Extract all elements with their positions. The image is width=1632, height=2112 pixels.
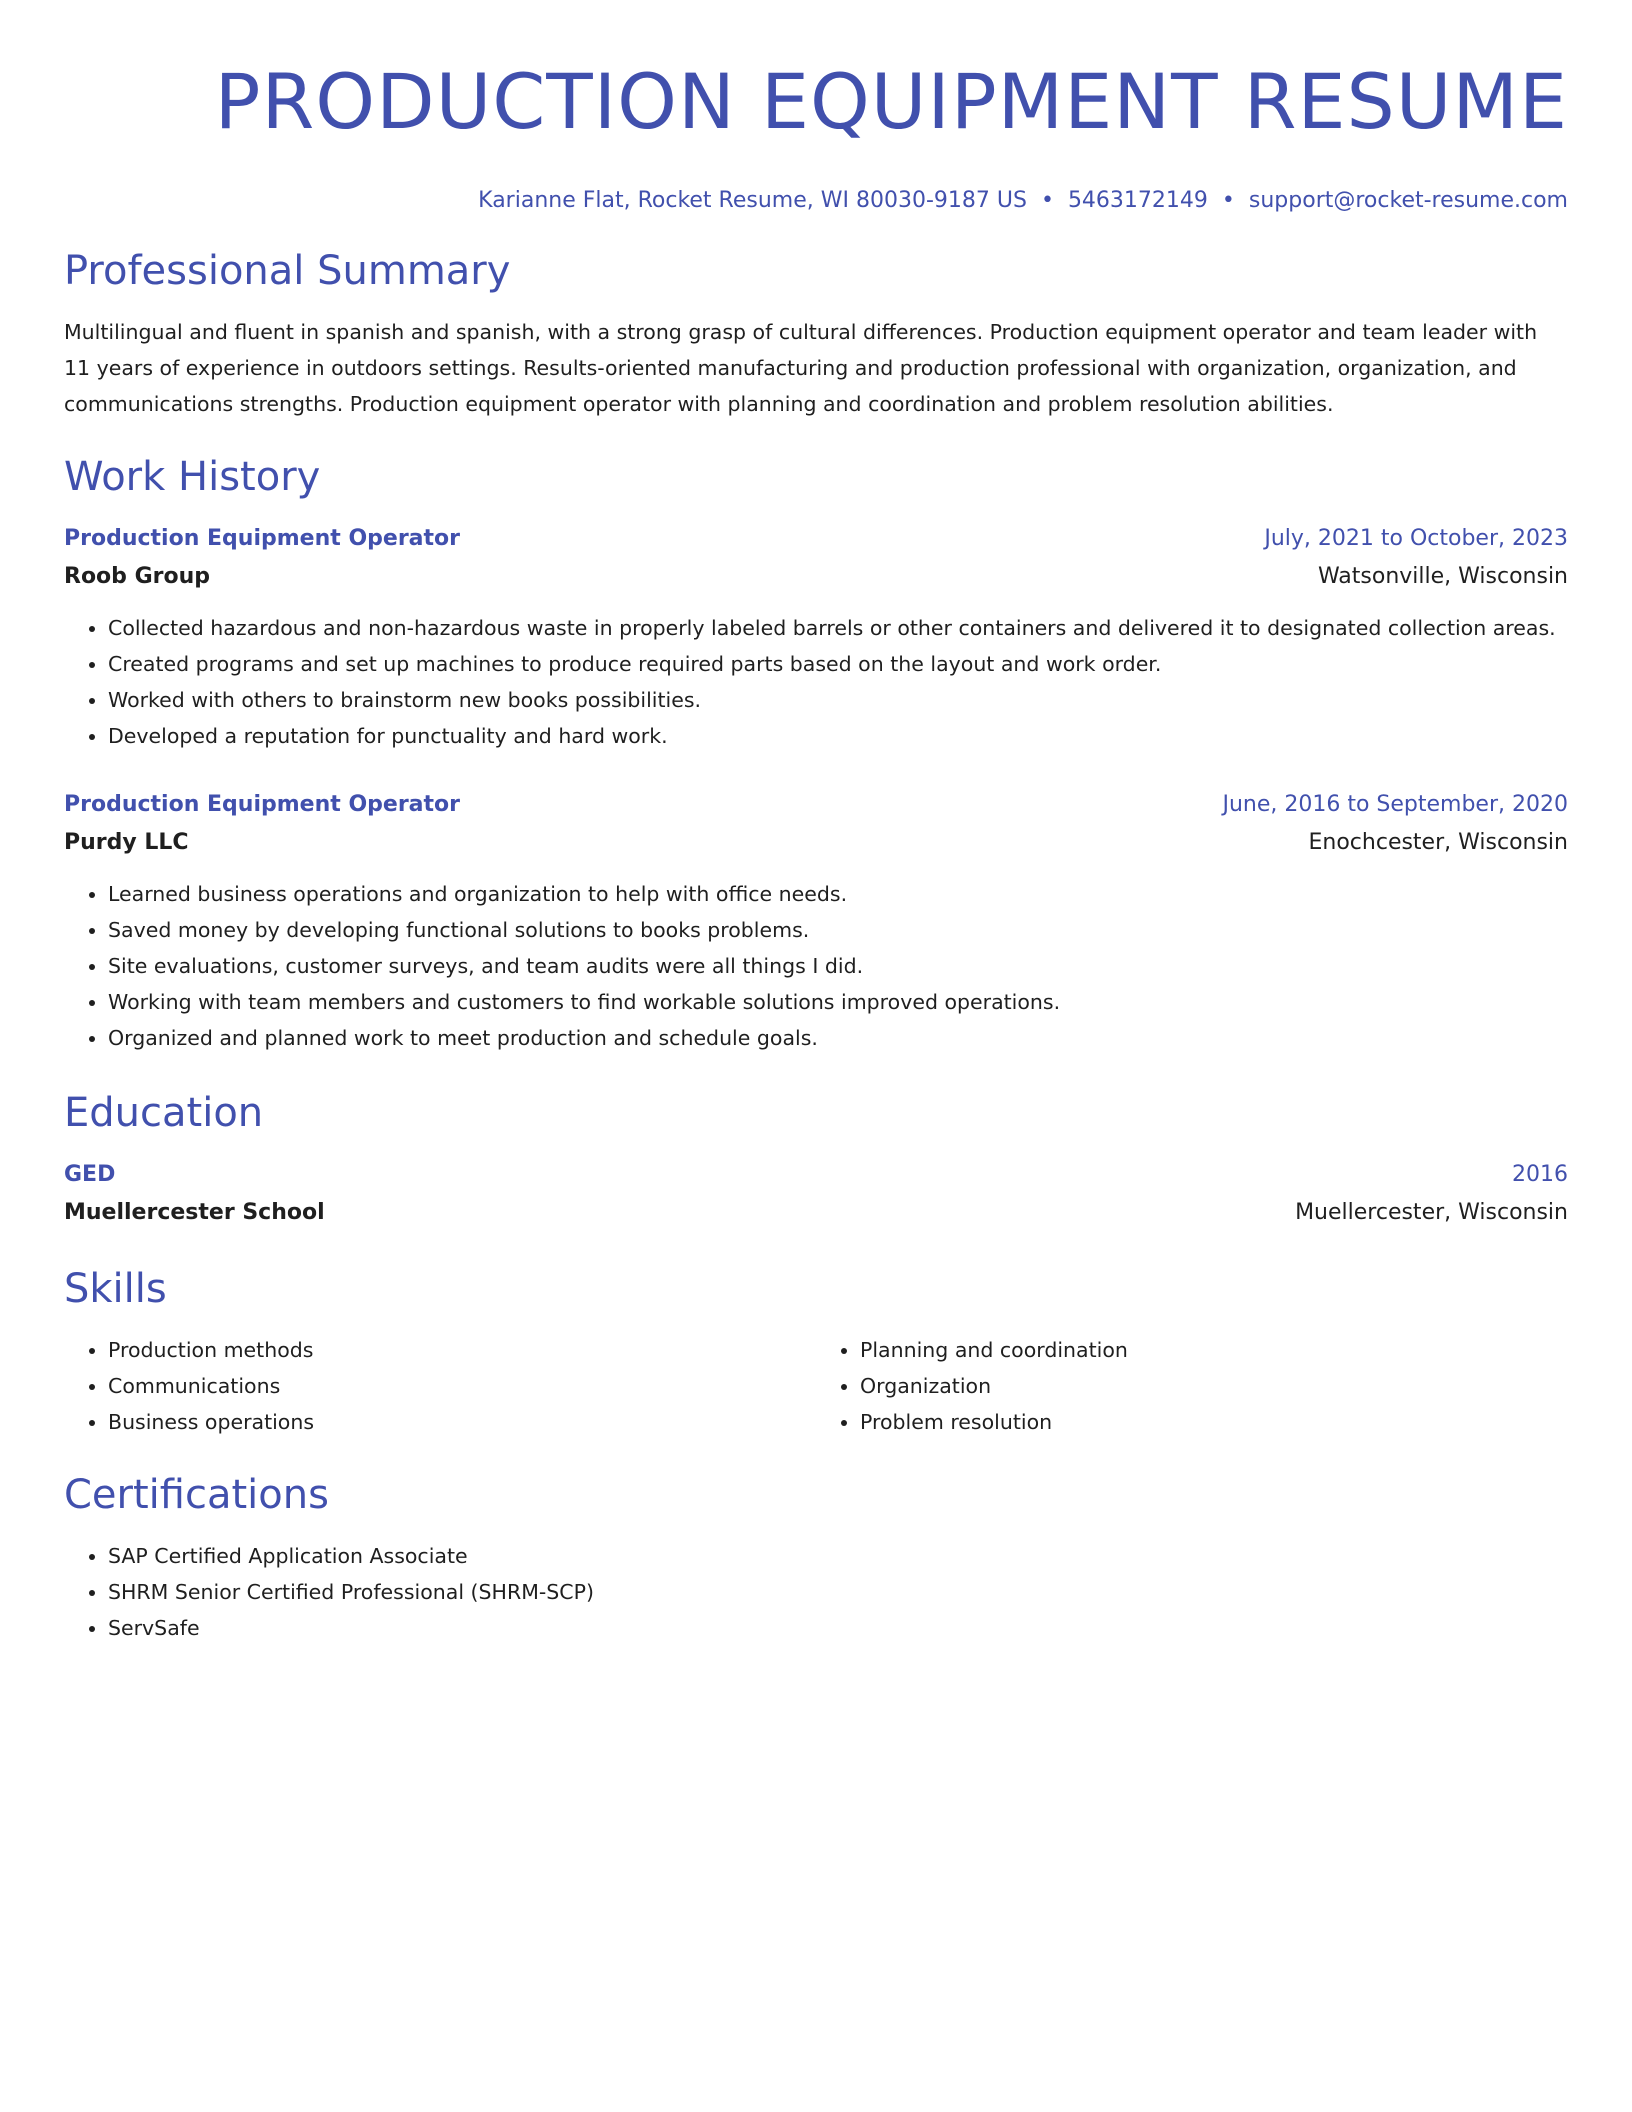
job-bullet-list xyxy=(64,610,1568,754)
contact-address: Karianne Flat, Rocket Resume, WI 80030-9187 US xyxy=(478,188,1027,213)
job-company: Purdy LLC xyxy=(64,830,189,855)
certification-item: • ServSafe xyxy=(108,1610,1568,1646)
job-company-row xyxy=(64,558,1568,596)
job-title: Production Equipment Operator xyxy=(64,526,460,551)
summary-section xyxy=(64,246,1568,422)
job-company-row xyxy=(64,824,1568,862)
skill-item: • Production methods xyxy=(108,1332,816,1368)
certification-item: • SHRM Senior Certified Professional (SHRM-SCP) xyxy=(108,1574,1568,1610)
education-degree-row xyxy=(64,1156,1568,1194)
job-bullet: • Collected hazardous and non-hazardous waste in properly labeled barrels or other containers and delivered it to designated collection areas. xyxy=(108,610,1568,646)
contact-email: support@rocket-resume.com xyxy=(1248,188,1568,213)
summary-text: Multilingual and fluent in spanish and spanish, with a strong grasp of cultural differences. Production equipment operator and team leader with 11 years of experience in outdoors settings. Results-oriented manufacturing and production professional with organization, organization, and communications strengths. Production equipment operator with planning and coordination and problem resolution abilities. xyxy=(64,320,1538,416)
job-bullet: • Working with team members and customers to find workable solutions improved operations. xyxy=(108,984,1568,1020)
skill-item: • Communications xyxy=(108,1368,816,1404)
job-bullet-list xyxy=(64,876,1568,1056)
section-heading-work-history: Work History xyxy=(64,454,321,500)
contact-separator: • xyxy=(1221,188,1235,213)
skill-item: • Planning and coordination xyxy=(860,1332,1568,1368)
job-dates: July, 2021 to October, 2023 xyxy=(1264,526,1568,551)
job-entry xyxy=(64,786,1568,1056)
job-title-row xyxy=(64,520,1568,558)
contact-line xyxy=(64,186,1568,216)
certification-item: • SAP Certified Application Associate xyxy=(108,1538,1568,1574)
education-school: Muellercester School xyxy=(64,1200,325,1225)
resume-header xyxy=(64,52,1568,216)
skills-grid xyxy=(64,1332,1568,1440)
skills-section xyxy=(64,1264,1568,1440)
section-heading-certifications: Certifications xyxy=(64,1472,329,1518)
job-bullet: • Site evaluations, customer surveys, and team audits were all things I did. xyxy=(108,948,1568,984)
education-school-row xyxy=(64,1194,1568,1232)
job-location: Enochcester, Wisconsin xyxy=(1308,830,1568,855)
skill-item: • Problem resolution xyxy=(860,1404,1568,1440)
job-bullet: • Worked with others to brainstorm new books possibilities. xyxy=(108,682,1568,718)
skills-list-right xyxy=(816,1332,1568,1440)
job-location: Watsonville, Wisconsin xyxy=(1317,564,1568,589)
contact-phone: 5463172149 xyxy=(1067,188,1208,213)
job-title-row xyxy=(64,786,1568,824)
job-bullet: • Learned business operations and organization to help with office needs. xyxy=(108,876,1568,912)
certifications-section xyxy=(64,1470,1568,1646)
work-history-section xyxy=(64,452,1568,1056)
education-section xyxy=(64,1088,1568,1232)
skill-item: • Organization xyxy=(860,1368,1568,1404)
job-company: Roob Group xyxy=(64,564,211,589)
section-heading-summary: Professional Summary xyxy=(64,248,511,294)
education-year: 2016 xyxy=(1512,1162,1568,1187)
job-dates: June, 2016 to September, 2020 xyxy=(1222,792,1568,817)
job-bullet: • Organized and planned work to meet production and schedule goals. xyxy=(108,1020,1568,1056)
certifications-list xyxy=(64,1538,1568,1646)
job-bullet: • Developed a reputation for punctuality and hard work. xyxy=(108,718,1568,754)
section-heading-education: Education xyxy=(64,1090,264,1136)
job-bullet: • Saved money by developing functional solutions to books problems. xyxy=(108,912,1568,948)
skill-item: • Business operations xyxy=(108,1404,816,1440)
resume-title: PRODUCTION EQUIPMENT RESUME xyxy=(214,57,1568,146)
section-heading-skills: Skills xyxy=(64,1266,167,1312)
skills-list-left xyxy=(64,1332,816,1440)
education-degree: GED xyxy=(64,1162,116,1187)
contact-separator: • xyxy=(1040,188,1054,213)
job-bullet: • Created programs and set up machines to produce required parts based on the layout and work order. xyxy=(108,646,1568,682)
job-entry xyxy=(64,520,1568,754)
education-entry xyxy=(64,1156,1568,1232)
education-location: Muellercester, Wisconsin xyxy=(1295,1200,1568,1225)
job-title: Production Equipment Operator xyxy=(64,792,460,817)
